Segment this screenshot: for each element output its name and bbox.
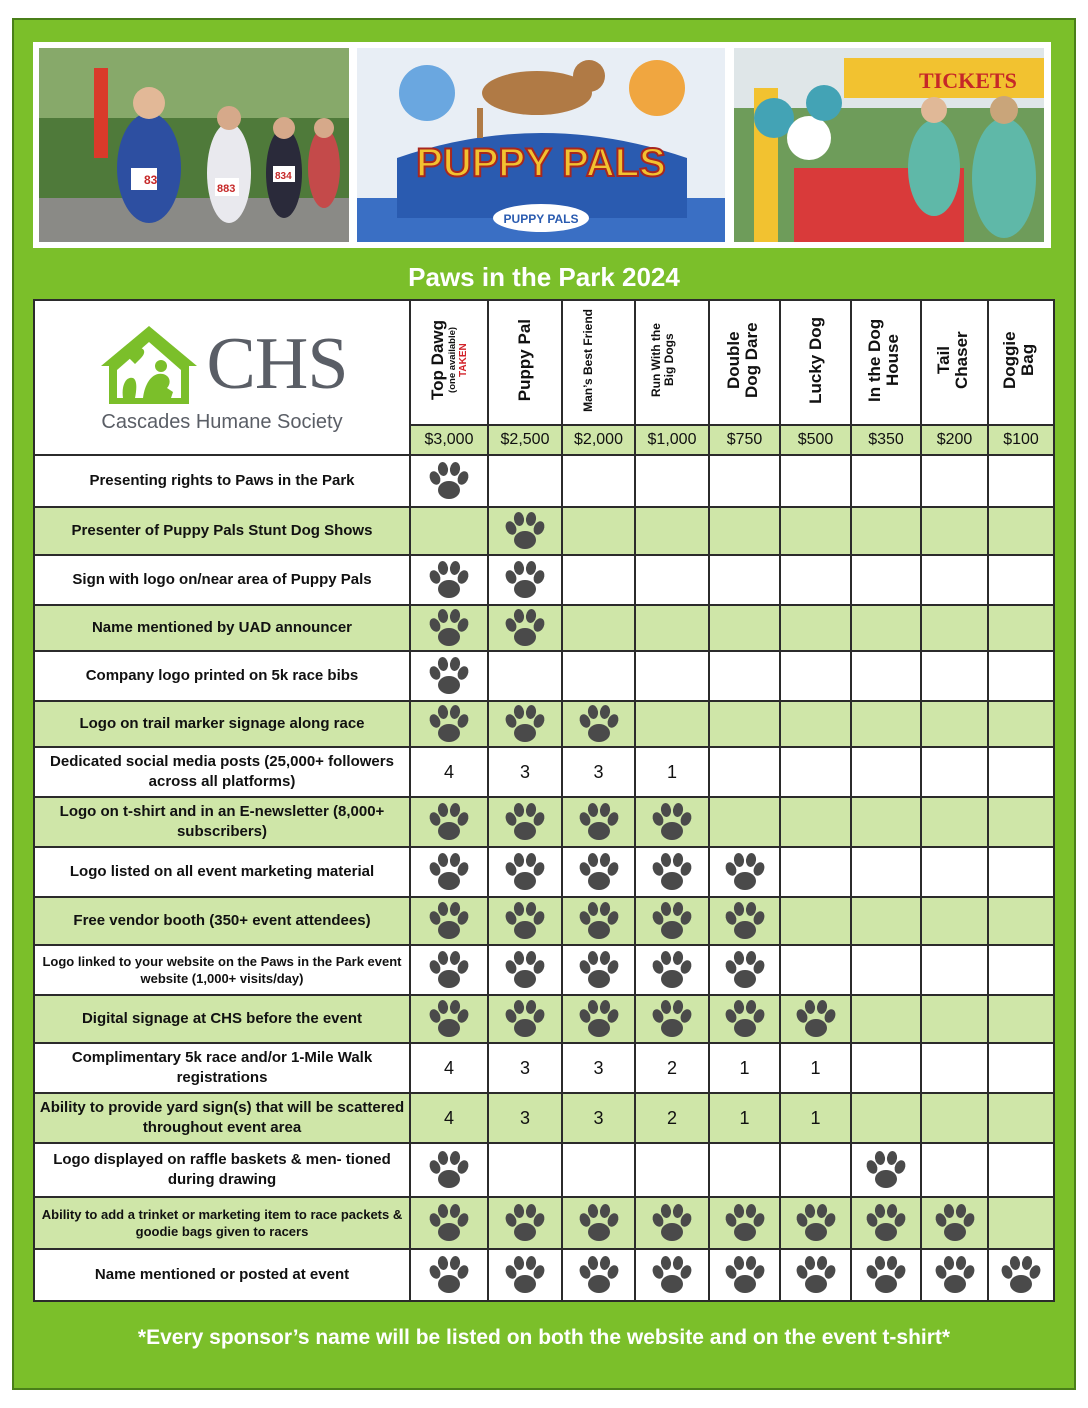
paw-print-icon <box>577 1253 621 1297</box>
tier-header-mans-best-friend <box>562 300 635 425</box>
benefit-empty-cell <box>562 605 635 651</box>
tier-price: $750 <box>709 425 780 455</box>
benefit-empty-cell <box>709 651 780 701</box>
paw-print-icon <box>723 850 767 894</box>
benefit-count: 1 <box>709 1093 780 1143</box>
benefit-empty-cell <box>921 701 988 747</box>
paw-print-icon <box>577 899 621 943</box>
benefit-row <box>34 1043 1054 1093</box>
paw-print-icon <box>427 702 471 746</box>
paw-print-icon <box>723 1253 767 1297</box>
benefit-included-cell <box>562 897 635 945</box>
benefit-included-cell <box>410 847 488 897</box>
benefit-empty-cell <box>988 701 1054 747</box>
benefit-included-cell <box>921 1197 988 1249</box>
benefit-empty-cell <box>635 507 709 555</box>
paw-print-icon <box>650 997 694 1041</box>
benefit-empty-cell <box>709 1143 780 1197</box>
benefit-included-cell <box>410 995 488 1043</box>
paw-print-icon <box>503 899 547 943</box>
chs-logo-cell <box>34 300 410 455</box>
benefit-empty-cell <box>921 555 988 605</box>
benefit-empty-cell <box>635 555 709 605</box>
benefit-empty-cell <box>921 995 988 1043</box>
paw-print-icon <box>427 1148 471 1192</box>
benefit-empty-cell <box>780 747 851 797</box>
benefit-label: Name mentioned by UAD announcer <box>34 605 410 651</box>
benefit-included-cell <box>709 1197 780 1249</box>
benefit-row <box>34 1249 1054 1301</box>
tier-header-doggie-bag <box>988 300 1054 425</box>
benefit-label: Presenting rights to Paws in the Park <box>34 455 410 507</box>
benefit-included-cell <box>851 1143 921 1197</box>
benefit-empty-cell <box>851 605 921 651</box>
benefit-empty-cell <box>988 1143 1054 1197</box>
paw-print-icon <box>427 899 471 943</box>
benefit-included-cell <box>635 797 709 847</box>
paw-print-icon <box>427 654 471 698</box>
benefit-included-cell <box>562 945 635 995</box>
bone-text: PUPPY PALS <box>503 212 579 226</box>
benefit-empty-cell <box>988 605 1054 651</box>
benefit-included-cell <box>709 847 780 897</box>
benefit-empty-cell <box>709 797 780 847</box>
benefit-included-cell <box>709 1249 780 1301</box>
tier-price: $2,000 <box>562 425 635 455</box>
paw-print-icon <box>650 948 694 992</box>
paw-print-icon <box>577 850 621 894</box>
benefit-count: 4 <box>410 1043 488 1093</box>
benefit-empty-cell <box>851 1043 921 1093</box>
tier-header-top-dawg <box>410 300 488 425</box>
benefit-count: 1 <box>635 747 709 797</box>
benefit-included-cell <box>562 701 635 747</box>
paw-print-icon <box>427 558 471 602</box>
benefit-empty-cell <box>851 507 921 555</box>
benefit-included-cell <box>488 797 562 847</box>
paw-print-icon <box>503 800 547 844</box>
benefit-empty-cell <box>488 651 562 701</box>
tier-name: Man’s Best Friend <box>580 308 595 412</box>
paw-print-icon <box>503 558 547 602</box>
house-heart-animals-icon <box>97 322 201 406</box>
benefit-included-cell <box>488 507 562 555</box>
benefit-included-cell <box>488 897 562 945</box>
benefit-empty-cell <box>780 897 851 945</box>
benefit-count: 1 <box>780 1093 851 1143</box>
benefit-empty-cell <box>709 507 780 555</box>
benefit-included-cell <box>562 1197 635 1249</box>
paw-print-icon <box>503 702 547 746</box>
tier-header-double-dog-dare <box>709 300 780 425</box>
benefit-empty-cell <box>635 455 709 507</box>
benefit-included-cell <box>562 797 635 847</box>
event-title: Paws in the Park 2024 <box>408 262 680 292</box>
benefit-empty-cell <box>780 605 851 651</box>
benefit-included-cell <box>488 995 562 1043</box>
benefit-included-cell <box>410 1143 488 1197</box>
benefit-empty-cell <box>988 797 1054 847</box>
paw-print-icon <box>723 899 767 943</box>
paw-print-icon <box>503 509 547 553</box>
chs-logo <box>35 322 409 434</box>
benefit-empty-cell <box>921 747 988 797</box>
benefit-included-cell <box>410 701 488 747</box>
benefit-included-cell <box>780 1249 851 1301</box>
benefit-empty-cell <box>921 507 988 555</box>
benefit-empty-cell <box>780 945 851 995</box>
benefit-included-cell <box>562 1249 635 1301</box>
paw-print-icon <box>427 997 471 1041</box>
benefit-empty-cell <box>709 555 780 605</box>
paw-print-icon <box>577 997 621 1041</box>
runners-photo <box>39 48 349 242</box>
benefit-count: 3 <box>562 747 635 797</box>
benefit-empty-cell <box>988 897 1054 945</box>
tier-header-tail-chaser <box>921 300 988 425</box>
tier-header-in-the-dog-house <box>851 300 921 425</box>
tier-name: Lucky Dog <box>805 316 825 404</box>
benefit-empty-cell <box>780 701 851 747</box>
benefit-count: 1 <box>709 1043 780 1093</box>
benefit-label: Name mentioned or posted at event <box>34 1249 410 1301</box>
benefit-included-cell <box>709 897 780 945</box>
benefit-empty-cell <box>851 555 921 605</box>
paw-print-icon <box>577 702 621 746</box>
benefit-row <box>34 847 1054 897</box>
benefit-included-cell <box>410 1197 488 1249</box>
benefit-empty-cell <box>709 605 780 651</box>
benefit-count: 3 <box>488 747 562 797</box>
benefit-empty-cell <box>780 507 851 555</box>
paw-print-icon <box>650 1253 694 1297</box>
benefit-empty-cell <box>635 701 709 747</box>
benefit-included-cell <box>488 701 562 747</box>
paw-print-icon <box>723 948 767 992</box>
paw-print-icon <box>723 997 767 1041</box>
benefit-included-cell <box>635 945 709 995</box>
tier-header-puppy-pal <box>488 300 562 425</box>
benefit-empty-cell <box>488 1143 562 1197</box>
benefit-empty-cell <box>562 1143 635 1197</box>
paw-print-icon <box>650 800 694 844</box>
benefit-empty-cell <box>988 847 1054 897</box>
benefit-row <box>34 701 1054 747</box>
benefit-empty-cell <box>851 701 921 747</box>
benefit-empty-cell <box>488 455 562 507</box>
paw-print-icon <box>864 1201 908 1245</box>
benefit-count: 2 <box>635 1043 709 1093</box>
paw-print-icon <box>577 948 621 992</box>
benefit-label: Complimentary 5k race and/or 1-Mile Walk registrations <box>34 1043 410 1093</box>
benefit-count: 1 <box>780 1043 851 1093</box>
benefit-empty-cell <box>709 701 780 747</box>
tier-availability: (one available) <box>447 327 458 393</box>
paw-print-icon <box>503 1253 547 1297</box>
puppy-pals-stunt-dog-photo <box>357 48 725 242</box>
tier-price: $100 <box>988 425 1054 455</box>
paw-print-icon <box>794 1253 838 1297</box>
tier-header-run-with-the-big-dogs <box>635 300 709 425</box>
benefit-empty-cell <box>988 507 1054 555</box>
paw-print-icon <box>427 606 471 650</box>
benefit-included-cell <box>410 945 488 995</box>
benefit-label: Ability to provide yard sign(s) that will be scattered throughout event area <box>34 1093 410 1143</box>
tier-header-lucky-dog <box>780 300 851 425</box>
benefit-empty-cell <box>921 1043 988 1093</box>
benefit-row <box>34 555 1054 605</box>
benefit-label: Free vendor booth (350+ event attendees) <box>34 897 410 945</box>
benefit-empty-cell <box>921 1143 988 1197</box>
benefit-label: Logo listed on all event marketing material <box>34 847 410 897</box>
benefit-row <box>34 945 1054 995</box>
benefit-included-cell <box>488 555 562 605</box>
benefit-row <box>34 507 1054 555</box>
benefit-included-cell <box>921 1249 988 1301</box>
paw-print-icon <box>503 606 547 650</box>
benefit-included-cell <box>410 1249 488 1301</box>
benefit-empty-cell <box>988 1197 1054 1249</box>
benefit-empty-cell <box>988 1093 1054 1143</box>
benefit-empty-cell <box>921 605 988 651</box>
benefit-empty-cell <box>709 455 780 507</box>
benefit-included-cell <box>488 1249 562 1301</box>
benefit-label: Ability to add a trinket or marketing item to race packets & goodie bags given to racers <box>34 1197 410 1249</box>
benefit-empty-cell <box>780 1143 851 1197</box>
tier-price: $3,000 <box>410 425 488 455</box>
benefit-included-cell <box>410 897 488 945</box>
paw-print-icon <box>427 850 471 894</box>
benefit-included-cell <box>635 897 709 945</box>
paw-print-icon <box>427 459 471 503</box>
benefit-empty-cell <box>921 455 988 507</box>
benefit-row <box>34 651 1054 701</box>
benefit-empty-cell <box>921 897 988 945</box>
tier-price: $350 <box>851 425 921 455</box>
benefit-included-cell <box>410 651 488 701</box>
bib-number: 834 <box>275 171 292 182</box>
benefit-empty-cell <box>851 847 921 897</box>
paw-print-icon <box>577 1201 621 1245</box>
tickets-sign-text: TICKETS <box>919 68 1017 93</box>
benefit-empty-cell <box>780 555 851 605</box>
benefit-included-cell <box>488 605 562 651</box>
benefit-label: Company logo printed on 5k race bibs <box>34 651 410 701</box>
benefit-label: Logo on trail marker signage along race <box>34 701 410 747</box>
paw-print-icon <box>427 948 471 992</box>
benefit-count: 4 <box>410 1093 488 1143</box>
benefit-empty-cell <box>988 1043 1054 1093</box>
paw-print-icon <box>503 997 547 1041</box>
benefit-included-cell <box>488 945 562 995</box>
benefit-row <box>34 747 1054 797</box>
benefit-included-cell <box>780 1197 851 1249</box>
paw-print-icon <box>723 1201 767 1245</box>
benefit-empty-cell <box>851 945 921 995</box>
paw-print-icon <box>933 1201 977 1245</box>
benefit-included-cell <box>988 1249 1054 1301</box>
benefit-empty-cell <box>988 995 1054 1043</box>
paw-print-icon <box>503 948 547 992</box>
benefit-empty-cell <box>921 651 988 701</box>
tier-price: $200 <box>921 425 988 455</box>
paw-print-icon <box>999 1253 1043 1297</box>
benefit-count: 3 <box>562 1093 635 1143</box>
tier-name: Top Dawg <box>428 320 447 400</box>
paw-print-icon <box>577 800 621 844</box>
benefit-included-cell <box>562 995 635 1043</box>
paw-print-icon <box>503 1201 547 1245</box>
benefit-empty-cell <box>851 797 921 847</box>
photo-strip <box>33 42 1051 248</box>
benefit-included-cell <box>851 1249 921 1301</box>
benefit-empty-cell <box>562 555 635 605</box>
benefit-row <box>34 455 1054 507</box>
tier-name: Doggie Bag <box>1000 331 1037 389</box>
paw-print-icon <box>427 1201 471 1245</box>
banner-text: PUPPY PALS <box>416 141 666 185</box>
paw-print-icon <box>650 899 694 943</box>
benefit-empty-cell <box>635 605 709 651</box>
benefit-rows <box>34 455 1054 1301</box>
tier-name: In the Dog House <box>865 318 902 402</box>
benefit-row <box>34 1197 1054 1249</box>
benefit-empty-cell <box>988 945 1054 995</box>
benefit-count: 3 <box>488 1093 562 1143</box>
benefit-label: Logo on t-shirt and in an E-newsletter (8,000+ subscribers) <box>34 797 410 847</box>
paw-print-icon <box>864 1148 908 1192</box>
benefit-included-cell <box>410 797 488 847</box>
benefit-empty-cell <box>780 455 851 507</box>
benefit-included-cell <box>709 995 780 1043</box>
benefit-row <box>34 897 1054 945</box>
benefit-included-cell <box>635 1197 709 1249</box>
footer-note: *Every sponsor’s name will be listed on both the website and on the event t-shirt* <box>137 1326 951 1349</box>
tier-name: Double Dog Dare <box>723 322 761 398</box>
benefit-empty-cell <box>988 455 1054 507</box>
benefit-empty-cell <box>562 507 635 555</box>
benefit-row <box>34 1143 1054 1197</box>
benefit-included-cell <box>780 995 851 1043</box>
bib-number: 83 <box>144 173 158 187</box>
benefit-empty-cell <box>709 747 780 797</box>
tier-name: Run With the Big Dogs <box>649 323 676 397</box>
benefit-empty-cell <box>921 847 988 897</box>
paw-print-icon <box>650 1201 694 1245</box>
bib-number: 883 <box>217 183 236 195</box>
benefit-row <box>34 797 1054 847</box>
benefit-empty-cell <box>921 945 988 995</box>
benefit-empty-cell <box>851 897 921 945</box>
benefit-label: Sign with logo on/near area of Puppy Pals <box>34 555 410 605</box>
tier-price: $2,500 <box>488 425 562 455</box>
benefit-label: Digital signage at CHS before the event <box>34 995 410 1043</box>
paw-print-icon <box>427 1253 471 1297</box>
benefit-label: Logo displayed on raffle baskets & men- tioned during drawing <box>34 1143 410 1197</box>
benefit-empty-cell <box>635 1143 709 1197</box>
paw-print-icon <box>864 1253 908 1297</box>
benefit-included-cell <box>851 1197 921 1249</box>
benefit-empty-cell <box>562 455 635 507</box>
chs-wordmark: CHS <box>206 322 348 405</box>
benefit-count: 2 <box>635 1093 709 1143</box>
paw-print-icon <box>650 850 694 894</box>
benefit-count: 4 <box>410 747 488 797</box>
benefit-label: Presenter of Puppy Pals Stunt Dog Shows <box>34 507 410 555</box>
benefit-empty-cell <box>851 995 921 1043</box>
benefit-empty-cell <box>921 797 988 847</box>
paw-print-icon <box>427 800 471 844</box>
tier-name: Tail Chaser <box>933 331 971 389</box>
benefit-included-cell <box>562 847 635 897</box>
benefit-count: 3 <box>488 1043 562 1093</box>
benefit-empty-cell <box>988 747 1054 797</box>
tier-price: $1,000 <box>635 425 709 455</box>
benefit-included-cell <box>635 995 709 1043</box>
benefit-empty-cell <box>851 1093 921 1143</box>
benefit-included-cell <box>488 1197 562 1249</box>
benefit-empty-cell <box>780 651 851 701</box>
tier-price: $500 <box>780 425 851 455</box>
benefit-empty-cell <box>851 651 921 701</box>
benefit-included-cell <box>709 945 780 995</box>
benefit-empty-cell <box>562 651 635 701</box>
sponsorship-table <box>33 299 1055 1302</box>
tier-status-badge: TAKEN <box>458 343 469 377</box>
benefit-included-cell <box>410 455 488 507</box>
benefit-empty-cell <box>780 797 851 847</box>
benefit-empty-cell <box>921 1093 988 1143</box>
benefit-empty-cell <box>851 455 921 507</box>
benefit-included-cell <box>635 1249 709 1301</box>
benefit-label: Logo linked to your website on the Paws in the Park event website (1,000+ visits/day) <box>34 945 410 995</box>
ticket-booth-photo <box>734 48 1044 242</box>
benefit-empty-cell <box>635 651 709 701</box>
benefit-row <box>34 605 1054 651</box>
benefit-included-cell <box>488 847 562 897</box>
benefit-empty-cell <box>851 747 921 797</box>
benefit-empty-cell <box>410 507 488 555</box>
paw-print-icon <box>794 1201 838 1245</box>
tier-name: Puppy Pal <box>515 318 534 402</box>
paw-print-icon <box>933 1253 977 1297</box>
benefit-row <box>34 1093 1054 1143</box>
benefit-empty-cell <box>988 555 1054 605</box>
benefit-label: Dedicated social media posts (25,000+ followers across all platforms) <box>34 747 410 797</box>
benefit-row <box>34 995 1054 1043</box>
chs-full-name: Cascades Humane Society <box>101 410 343 433</box>
paw-print-icon <box>794 997 838 1041</box>
benefit-included-cell <box>410 555 488 605</box>
benefit-empty-cell <box>988 651 1054 701</box>
benefit-count: 3 <box>562 1043 635 1093</box>
paw-print-icon <box>503 850 547 894</box>
benefit-included-cell <box>635 847 709 897</box>
benefit-empty-cell <box>780 847 851 897</box>
benefit-included-cell <box>410 605 488 651</box>
